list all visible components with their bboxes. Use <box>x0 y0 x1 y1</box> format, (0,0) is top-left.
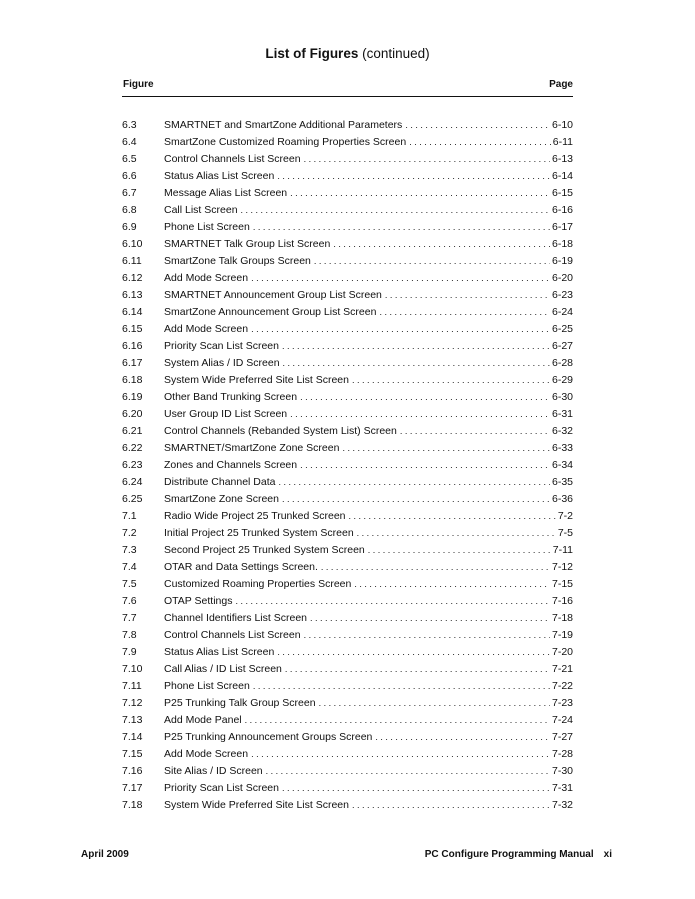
figure-entry[interactable] <box>0 542 695 559</box>
figure-entry[interactable] <box>0 576 695 593</box>
figure-number: 6.7 <box>122 187 137 199</box>
figure-title: Other Band Trunking Screen <box>164 391 298 403</box>
figure-entry-body <box>164 338 573 355</box>
page-title-main: List of Figures <box>265 46 359 61</box>
figure-entry[interactable] <box>0 678 695 695</box>
figure-entry-body <box>164 729 573 746</box>
figure-title: Add Mode Screen <box>164 323 249 335</box>
dot-leader <box>349 508 556 525</box>
figure-title: System Wide Preferred Site List Screen <box>164 374 349 386</box>
dot-leader <box>251 321 550 338</box>
figure-title: P25 Trunking Talk Group Screen <box>164 697 316 709</box>
figure-entry[interactable] <box>0 661 695 678</box>
figure-title: OTAR and Data Settings Screen. <box>164 561 318 573</box>
footer-manual-info <box>425 849 612 860</box>
figure-title: System Alias / ID Screen <box>164 357 280 369</box>
figure-entry[interactable] <box>0 491 695 508</box>
dot-leader <box>282 491 550 508</box>
dot-leader <box>357 525 556 542</box>
dot-leader <box>368 542 551 559</box>
dot-leader <box>277 644 550 661</box>
figure-number: 7.12 <box>122 697 143 709</box>
figure-page-number: 7-18 <box>551 612 573 624</box>
dot-leader <box>321 559 550 576</box>
dot-leader <box>282 780 550 797</box>
figure-entry-body <box>164 389 573 406</box>
figure-entry-body <box>164 542 573 559</box>
figure-page-number: 6-14 <box>551 170 573 182</box>
figure-number: 6.23 <box>122 459 143 471</box>
figure-entry-body <box>164 304 573 321</box>
figure-title: Customized Roaming Properties Screen <box>164 578 352 590</box>
figure-title: Add Mode Screen <box>164 272 249 284</box>
dot-leader <box>304 151 550 168</box>
figure-entry[interactable] <box>0 763 695 780</box>
figure-entry-body <box>164 763 573 780</box>
figure-entry-body <box>164 678 573 695</box>
figure-page-number: 7-19 <box>551 629 573 641</box>
figure-page-number: 6-17 <box>551 221 573 233</box>
figure-entry[interactable] <box>0 185 695 202</box>
figure-entry[interactable] <box>0 797 695 814</box>
dot-leader <box>278 474 550 491</box>
figure-number: 7.7 <box>122 612 137 624</box>
figure-page-number: 6-28 <box>551 357 573 369</box>
figure-title: Control Channels List Screen <box>164 629 301 641</box>
figure-page-number: 7-32 <box>551 799 573 811</box>
figure-entry-body <box>164 355 573 372</box>
figure-entry[interactable] <box>0 423 695 440</box>
figure-entry[interactable] <box>0 610 695 627</box>
figure-title: OTAP Settings <box>164 595 233 607</box>
figure-page-number: 6-31 <box>551 408 573 420</box>
figure-number: 7.16 <box>122 765 143 777</box>
figure-entry[interactable] <box>0 695 695 712</box>
figure-title: SmartZone Announcement Group List Screen <box>164 306 377 318</box>
figure-number: 7.6 <box>122 595 137 607</box>
figure-entry-body <box>164 491 573 508</box>
figure-entry[interactable] <box>0 372 695 389</box>
figure-page-number: 7-21 <box>551 663 573 675</box>
figure-number: 6.21 <box>122 425 143 437</box>
figure-entry[interactable] <box>0 134 695 151</box>
figure-entry-body <box>164 627 573 644</box>
figure-number: 7.5 <box>122 578 137 590</box>
figure-entry-body <box>164 185 573 202</box>
dot-leader <box>290 185 550 202</box>
figure-number: 6.15 <box>122 323 143 335</box>
figure-entry[interactable] <box>0 593 695 610</box>
figure-entry[interactable] <box>0 117 695 134</box>
figure-entry-body <box>164 287 573 304</box>
figure-title: Message Alias List Screen <box>164 187 288 199</box>
dot-leader <box>304 627 550 644</box>
figure-number: 6.12 <box>122 272 143 284</box>
column-header-figure: Figure <box>123 79 154 90</box>
figure-number: 6.16 <box>122 340 143 352</box>
figure-number: 7.4 <box>122 561 137 573</box>
figure-entry-body <box>164 168 573 185</box>
figure-entry[interactable] <box>0 559 695 576</box>
figure-page-number: 7-22 <box>551 680 573 692</box>
figure-entry[interactable] <box>0 355 695 372</box>
figure-entry-body <box>164 253 573 270</box>
figure-number: 6.25 <box>122 493 143 505</box>
dot-leader <box>266 763 550 780</box>
dot-leader <box>375 729 550 746</box>
figure-number: 7.1 <box>122 510 137 522</box>
figure-entry-body <box>164 202 573 219</box>
footer-page-number: xi <box>603 849 612 860</box>
figure-title: Call List Screen <box>164 204 238 216</box>
figure-number: 7.9 <box>122 646 137 658</box>
figure-page-number: 7-27 <box>551 731 573 743</box>
dot-leader <box>253 678 550 695</box>
figure-number: 6.17 <box>122 357 143 369</box>
dot-leader <box>319 695 550 712</box>
figure-entry-body <box>164 134 573 151</box>
figure-entry-body <box>164 423 573 440</box>
dot-leader <box>342 440 550 457</box>
figure-title: Control Channels (Rebanded System List) Screen <box>164 425 397 437</box>
figure-title: Site Alias / ID Screen <box>164 765 263 777</box>
figure-page-number: 6-11 <box>552 136 573 148</box>
figure-title: Phone List Screen <box>164 680 250 692</box>
figure-number: 7.13 <box>122 714 143 726</box>
figure-number: 6.10 <box>122 238 143 250</box>
figure-page-number: 6-10 <box>551 119 573 131</box>
figure-entry[interactable] <box>0 440 695 457</box>
dot-leader <box>354 576 550 593</box>
figure-page-number: 6-36 <box>551 493 573 505</box>
figure-page-number: 6-32 <box>551 425 573 437</box>
dot-leader <box>300 457 550 474</box>
dot-leader <box>352 372 550 389</box>
figure-entry-body <box>164 440 573 457</box>
dot-leader <box>379 304 550 321</box>
figure-title: SmartZone Talk Groups Screen <box>164 255 311 267</box>
dot-leader <box>282 338 550 355</box>
dot-leader <box>241 202 550 219</box>
figure-title: SmartZone Customized Roaming Properties Screen <box>164 136 407 148</box>
page-title <box>0 46 695 61</box>
dot-leader <box>352 797 550 814</box>
dot-leader <box>405 117 550 134</box>
figure-entry-body <box>164 525 573 542</box>
figure-number: 7.14 <box>122 731 143 743</box>
dot-leader <box>245 712 550 729</box>
dot-leader <box>409 134 551 151</box>
figure-entry[interactable] <box>0 729 695 746</box>
figure-title: Priority Scan List Screen <box>164 782 279 794</box>
figure-number: 7.18 <box>122 799 143 811</box>
figure-entry-body <box>164 746 573 763</box>
figure-entry[interactable] <box>0 627 695 644</box>
figure-entry-body <box>164 117 573 134</box>
figure-number: 6.11 <box>122 255 142 267</box>
figure-title: SMARTNET and SmartZone Additional Parameters <box>164 119 403 131</box>
figure-entry[interactable] <box>0 508 695 525</box>
figure-title: SMARTNET Announcement Group List Screen <box>164 289 382 301</box>
figure-page-number: 7-11 <box>552 544 573 556</box>
figure-entry[interactable] <box>0 253 695 270</box>
figure-title: Radio Wide Project 25 Trunked Screen <box>164 510 346 522</box>
figure-number: 6.8 <box>122 204 137 216</box>
figure-entry-body <box>164 559 573 576</box>
figure-page-number: 6-34 <box>551 459 573 471</box>
figure-title: Channel Identifiers List Screen <box>164 612 307 624</box>
figure-entry[interactable] <box>0 202 695 219</box>
figure-page-number: 6-20 <box>551 272 573 284</box>
figure-page-number: 7-12 <box>551 561 573 573</box>
figure-number: 7.15 <box>122 748 143 760</box>
figure-page-number: 7-15 <box>551 578 573 590</box>
dot-leader <box>253 219 550 236</box>
figure-number: 6.24 <box>122 476 143 488</box>
figure-title: Call Alias / ID List Screen <box>164 663 282 675</box>
figure-entry-body <box>164 576 573 593</box>
figure-page-number: 7-2 <box>557 510 573 522</box>
dot-leader <box>283 355 550 372</box>
figure-title: SMARTNET Talk Group List Screen <box>164 238 331 250</box>
figure-entry[interactable] <box>0 746 695 763</box>
dot-leader <box>235 593 550 610</box>
figure-entry-body <box>164 644 573 661</box>
header-rule <box>122 96 573 97</box>
figure-title: Zones and Channels Screen <box>164 459 298 471</box>
figure-page-number: 7-20 <box>551 646 573 658</box>
figure-entry[interactable] <box>0 525 695 542</box>
figure-page-number: 7-31 <box>551 782 573 794</box>
figure-entry-body <box>164 695 573 712</box>
figure-number: 6.22 <box>122 442 143 454</box>
figure-entry[interactable] <box>0 457 695 474</box>
figure-title: Distribute Channel Data <box>164 476 276 488</box>
figure-entry-body <box>164 474 573 491</box>
figure-title: Status Alias List Screen <box>164 170 275 182</box>
figure-number: 7.3 <box>122 544 137 556</box>
figure-page-number: 6-23 <box>551 289 573 301</box>
figure-page-number: 6-16 <box>551 204 573 216</box>
figure-page-number: 6-33 <box>551 442 573 454</box>
figure-number: 6.20 <box>122 408 143 420</box>
dot-leader <box>400 423 550 440</box>
dot-leader <box>314 253 550 270</box>
figure-entry-body <box>164 593 573 610</box>
figure-entry-body <box>164 661 573 678</box>
figure-entry[interactable] <box>0 270 695 287</box>
dot-leader <box>385 287 550 304</box>
figure-entry[interactable] <box>0 406 695 423</box>
figure-entry-body <box>164 610 573 627</box>
figure-page-number: 6-29 <box>551 374 573 386</box>
figure-entry[interactable] <box>0 712 695 729</box>
dot-leader <box>251 270 550 287</box>
figure-title: Status Alias List Screen <box>164 646 275 658</box>
figure-title: SmartZone Zone Screen <box>164 493 279 505</box>
figure-entry[interactable] <box>0 321 695 338</box>
figure-entry-body <box>164 406 573 423</box>
figure-page-number: 6-30 <box>551 391 573 403</box>
figure-number: 7.2 <box>122 527 137 539</box>
figure-title: P25 Trunking Announcement Groups Screen <box>164 731 373 743</box>
figure-entry-body <box>164 270 573 287</box>
figure-number: 7.8 <box>122 629 137 641</box>
figure-title: Add Mode Screen <box>164 748 249 760</box>
figure-number: 6.14 <box>122 306 143 318</box>
figure-title: Second Project 25 Trunked System Screen <box>164 544 365 556</box>
figure-title: Control Channels List Screen <box>164 153 301 165</box>
dot-leader <box>300 389 550 406</box>
figure-entry[interactable] <box>0 338 695 355</box>
figure-list <box>0 117 695 814</box>
figure-entry[interactable] <box>0 780 695 797</box>
figure-page-number: 7-30 <box>551 765 573 777</box>
figure-entry-body <box>164 508 573 525</box>
figure-page-number: 7-28 <box>551 748 573 760</box>
figure-title: User Group ID List Screen <box>164 408 288 420</box>
figure-page-number: 7-24 <box>551 714 573 726</box>
figure-title: SMARTNET/SmartZone Zone Screen <box>164 442 340 454</box>
figure-entry-body <box>164 219 573 236</box>
figure-entry[interactable] <box>0 474 695 491</box>
figure-number: 6.4 <box>122 136 137 148</box>
figure-entry-body <box>164 151 573 168</box>
figure-entry[interactable] <box>0 168 695 185</box>
figure-number: 7.17 <box>122 782 143 794</box>
figure-number: 6.6 <box>122 170 137 182</box>
figure-page-number: 6-27 <box>551 340 573 352</box>
figure-page-number: 7-16 <box>551 595 573 607</box>
figure-entry[interactable] <box>0 219 695 236</box>
figure-title: Initial Project 25 Trunked System Screen <box>164 527 354 539</box>
figure-entry[interactable] <box>0 644 695 661</box>
figure-entry-body <box>164 321 573 338</box>
figure-page-number: 6-19 <box>551 255 573 267</box>
figure-page-number: 7-5 <box>557 527 573 539</box>
dot-leader <box>277 168 550 185</box>
figure-page-number: 7-23 <box>551 697 573 709</box>
figure-page-number: 6-15 <box>551 187 573 199</box>
dot-leader <box>333 236 550 253</box>
page-title-suffix: (continued) <box>362 46 430 61</box>
figure-entry-body <box>164 780 573 797</box>
footer-manual-title: PC Configure Programming Manual <box>424 849 594 860</box>
figure-entry[interactable] <box>0 151 695 168</box>
figure-entry[interactable] <box>0 389 695 406</box>
figure-entry-body <box>164 457 573 474</box>
footer-date: April 2009 <box>81 849 129 860</box>
figure-entry[interactable] <box>0 304 695 321</box>
figure-title: System Wide Preferred Site List Screen <box>164 799 349 811</box>
figure-page-number: 6-13 <box>551 153 573 165</box>
figure-number: 7.11 <box>122 680 142 692</box>
figure-number: 6.19 <box>122 391 143 403</box>
figure-page-number: 6-35 <box>551 476 573 488</box>
dot-leader <box>290 406 550 423</box>
figure-number: 6.18 <box>122 374 143 386</box>
figure-entry-body <box>164 797 573 814</box>
dot-leader <box>251 746 550 763</box>
figure-entry-body <box>164 372 573 389</box>
figure-entry[interactable] <box>0 287 695 304</box>
figure-entry[interactable] <box>0 236 695 253</box>
figure-title: Add Mode Panel <box>164 714 242 726</box>
figure-number: 7.10 <box>122 663 143 675</box>
figure-page-number: 6-18 <box>551 238 573 250</box>
dot-leader <box>310 610 550 627</box>
figure-number: 6.9 <box>122 221 137 233</box>
figure-page-number: 6-24 <box>551 306 573 318</box>
figure-number: 6.5 <box>122 153 137 165</box>
figure-title: Phone List Screen <box>164 221 250 233</box>
figure-page-number: 6-25 <box>551 323 573 335</box>
figure-entry-body <box>164 712 573 729</box>
figure-title: Priority Scan List Screen <box>164 340 279 352</box>
dot-leader <box>285 661 550 678</box>
column-header-page: Page <box>549 79 573 90</box>
figure-entry-body <box>164 236 573 253</box>
figure-number: 6.3 <box>122 119 137 131</box>
figure-number: 6.13 <box>122 289 143 301</box>
